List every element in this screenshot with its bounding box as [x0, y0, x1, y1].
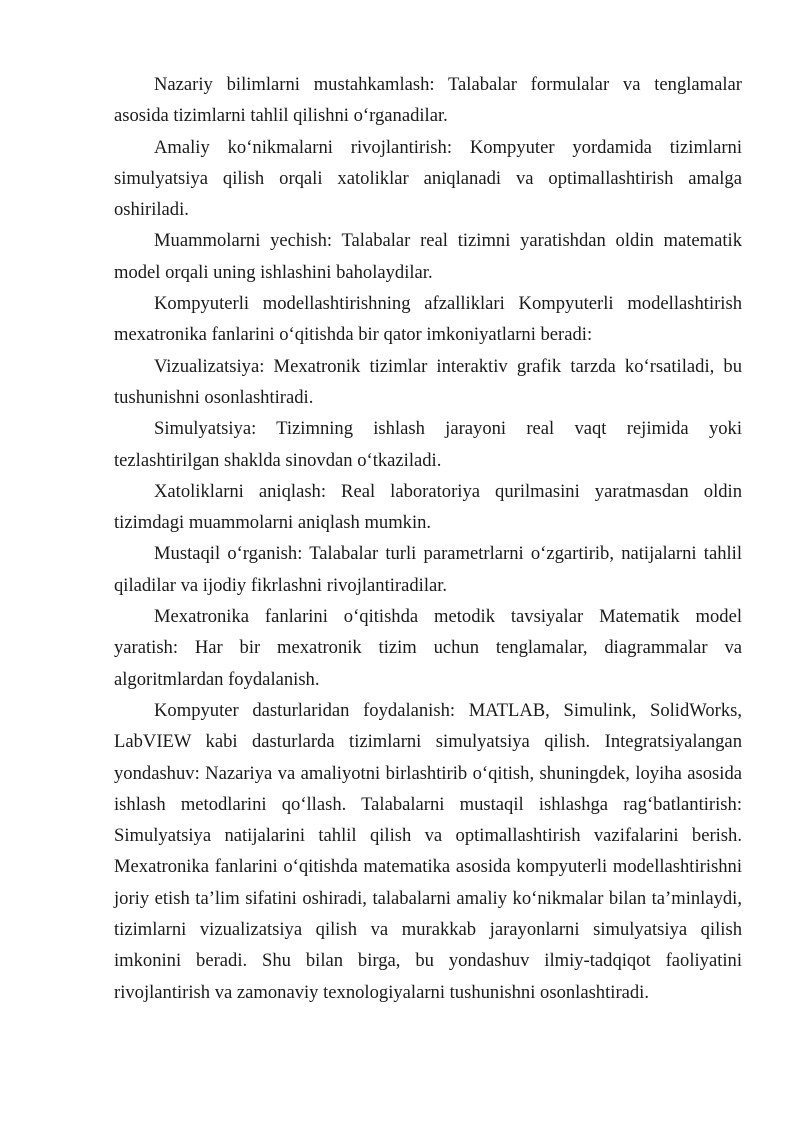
paragraph-software-conclusion: Kompyuter dasturlaridan foydalanish: MATLAB, Simulink, SolidWorks, LabVIEW kabi dasturlarda tizimlarni simulyatsiya qilish. Integratsiyalangan yondashuv: Nazariya va amaliyotni birlashtirib o‘qitish, shuningdek, loyiha asosida ishlash metodlarini qo‘llash. Talabalarni mustaqil ishlashga rag‘batlantirish: Simulyatsiya natijalarini tahlil qilish va optimallashtirish vazifalarini berish. Mexatronika fanlarini o‘qitishda matematika asosida kompyuterli modellashtirishni joriy etish ta’lim sifatini oshiradi, talabalarni amaliy ko‘nikmalar bilan ta’minlaydi, tizimlarni vizualizatsiya qilish va murakkab jarayonlarni simulyatsiya qilish imkonini beradi. Shu bilan birga, bu yondashuv ilmiy-tadqiqot faoliyatini rivojlantirish va zamonaviy texnologiyalarni tushunishni osonlashtiradi. [114, 699, 742, 1003]
paragraph-practical-skills: Amaliy ko‘nikmalarni rivojlantirish: Kompyuter yordamida tizimlarni simulyatsiya qilish orqali xatoliklar aniqlanadi va optimallashtirish amalga oshiriladi. [114, 136, 742, 221]
paragraph-error-detection: Xatoliklarni aniqlash: Real laboratoriya qurilmasini yaratmasdan oldin tizimdagi muammolarni aniqlash mumkin. [114, 480, 742, 534]
document-body [114, 69, 742, 1008]
paragraph-problem-solving: Muammolarni yechish: Talabalar real tizimni yaratishdan oldin matematik model orqali uning ishlashini baholaydilar. [114, 230, 742, 283]
paragraph-theory: Nazariy bilimlarni mustahkamlash: Talabalar formulalar va tenglamalar asosida tizimlarni tahlil qilishni o‘rganadilar. [114, 74, 742, 127]
paragraph-simulation: Simulyatsiya: Tizimning ishlash jarayoni real vaqt rejimida yoki tezlashtirilgan shaklda sinovdan o‘tkaziladi. [114, 418, 742, 471]
paragraph-independent-learning: Mustaqil o‘rganish: Talabalar turli parametrlarni o‘zgartirib, natijalarni tahlil qiladilar va ijodiy fikrlashni rivojlantiradilar. [114, 543, 742, 596]
paragraph-methodical-recommendations: Mexatronika fanlarini o‘qitishda metodik tavsiyalar Matematik model yaratish: Har bir mexatronik tizim uchun tenglamalar, diagrammalar va algoritmlardan foydalanish. [114, 606, 742, 690]
paragraph-visualization: Vizualizatsiya: Mexatronik tizimlar interaktiv grafik tarzda ko‘rsatiladi, bu tushunishni osonlashtiradi. [114, 355, 742, 408]
paragraph-advantages: Kompyuterli modellashtirishning afzalliklari Kompyuterli modellashtirish mexatronika fanlarini o‘qitishda bir qator imkoniyatlarni beradi: [114, 293, 742, 346]
